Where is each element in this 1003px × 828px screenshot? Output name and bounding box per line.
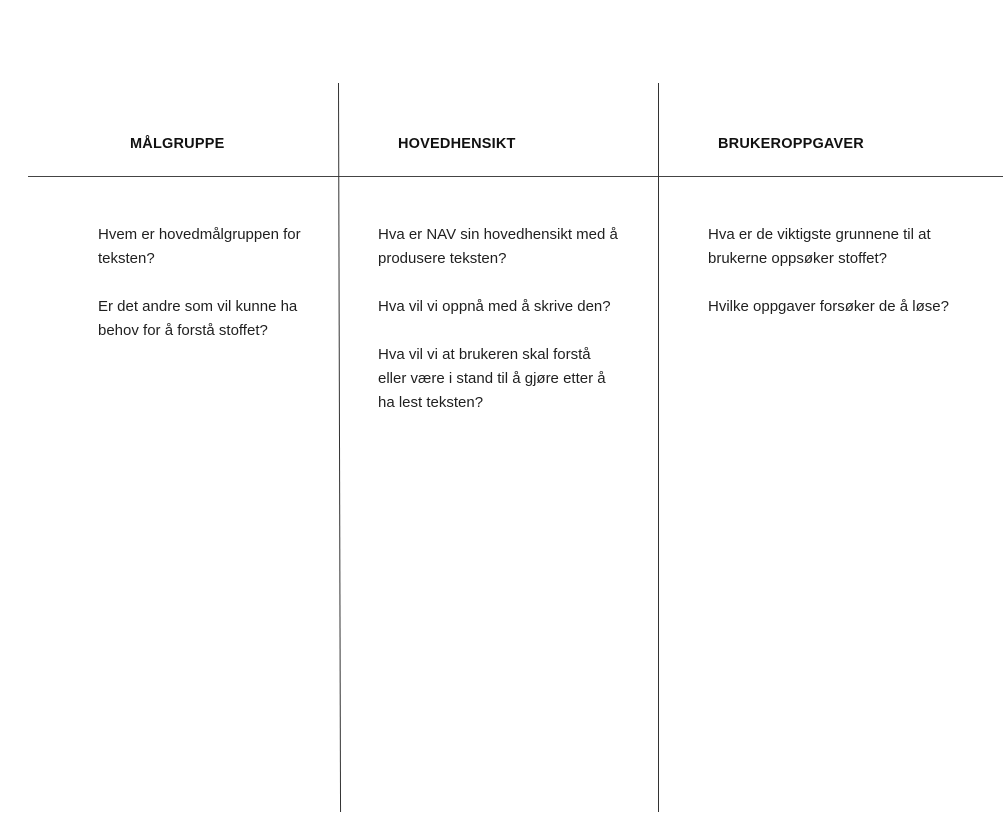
heading-hovedhensikt: HOVEDHENSIKT [398, 136, 516, 152]
question-text: Hvem er hovedmålgruppen for teksten? [98, 226, 301, 267]
column-divider-1 [338, 83, 341, 812]
question-text: Hva vil vi at brukeren skal forstå eller være i stand til å gjøre etter å ha lest teksten? [378, 346, 606, 411]
column-brukeroppgaver [708, 223, 998, 343]
column-malgruppe [98, 223, 323, 367]
question-text: Hva er de viktigste grunnene til at brukerne oppsøker stoffet? [708, 226, 931, 267]
column-hovedhensikt [378, 223, 636, 439]
heading-malgruppe: MÅLGRUPPE [130, 136, 225, 152]
question-text: Hva vil vi oppnå med å skrive den? [378, 298, 611, 315]
heading-brukeroppgaver: BRUKEROPPGAVER [718, 136, 864, 152]
question-text: Hva er NAV sin hovedhensikt med å produsere teksten? [378, 226, 618, 267]
header-divider-line [28, 176, 1003, 177]
column-divider-2 [658, 83, 659, 812]
question-text: Er det andre som vil kunne ha behov for å forstå stoffet? [98, 298, 298, 339]
question-text: Hvilke oppgaver forsøker de å løse? [708, 298, 949, 315]
